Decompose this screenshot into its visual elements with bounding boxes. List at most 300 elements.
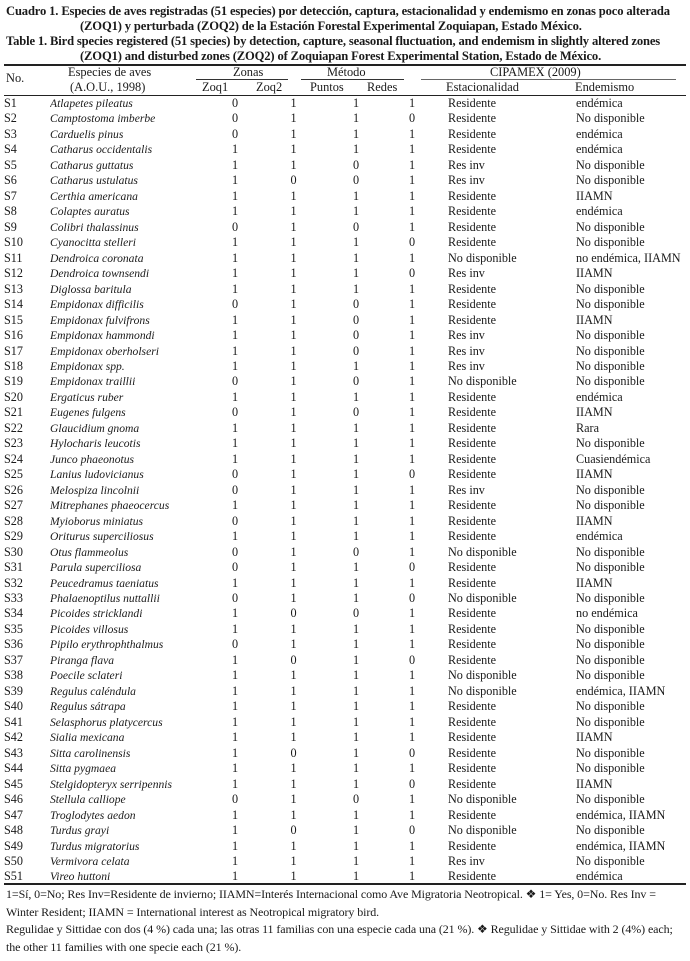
estacionalidad-value: Residente: [448, 111, 497, 126]
row-number: S45: [4, 776, 23, 791]
row-number: S40: [4, 699, 23, 714]
endemismo-value: no endémica, IIAMN: [576, 250, 681, 265]
row-number: S49: [4, 838, 23, 853]
table-row: [4, 653, 686, 668]
table-row: [4, 313, 686, 328]
table-row: [4, 220, 686, 235]
estacionalidad-value: Residente: [448, 714, 497, 729]
redes-value: 1: [408, 126, 416, 141]
endemismo-value: No disponible: [576, 328, 645, 343]
endemismo-value: No disponible: [576, 823, 645, 838]
zoq1-value: 0: [231, 792, 239, 807]
table-row: [4, 421, 686, 436]
row-number: S2: [4, 111, 17, 126]
endemismo-value: IIAMN: [576, 776, 613, 791]
species-name: Troglodytes aedon: [50, 808, 136, 822]
redes-value: 1: [408, 389, 416, 404]
spacer-cell: [437, 715, 448, 730]
endemismo-value: No disponible: [576, 699, 645, 714]
zoq1-value: 0: [231, 560, 239, 575]
zoq2-value: 1: [290, 250, 297, 265]
puntos-value: 1: [352, 235, 360, 250]
table-notes: [6, 886, 688, 956]
zoq1-value: 0: [231, 591, 239, 605]
puntos-value: 1: [352, 652, 360, 667]
row-number: S6: [4, 173, 17, 188]
endemismo-value: endémica, IIAMN: [576, 807, 666, 822]
table-row: [4, 111, 686, 126]
puntos-value: 1: [352, 96, 360, 110]
zoq1-value: 1: [231, 745, 239, 760]
redes-value: 1: [408, 157, 416, 172]
zoq1-value: 1: [231, 730, 239, 745]
row-number: S14: [4, 297, 23, 312]
estacionalidad-value: Res inv: [448, 482, 485, 497]
row-number: S27: [4, 498, 23, 513]
species-name: Oriturus superciliosus: [50, 530, 154, 544]
table-row: [4, 839, 686, 854]
table-row: [4, 746, 686, 761]
header-zoq2: Zoq2: [256, 80, 283, 94]
species-name: Dendroica townsendi: [50, 267, 150, 281]
endemismo-value: No disponible: [576, 358, 645, 373]
table-row: [4, 390, 686, 405]
redes-value: 1: [408, 869, 416, 884]
zoq2-value: 1: [290, 420, 297, 435]
spacer-cell: [437, 591, 448, 606]
puntos-value: 1: [352, 776, 360, 791]
zoq2-value: 1: [290, 96, 297, 110]
zoq1-value: 1: [231, 699, 239, 714]
redes-value: 1: [408, 436, 416, 451]
zoq1-value: 1: [231, 869, 239, 884]
puntos-value: 0: [352, 219, 360, 234]
spacer-cell: [437, 127, 448, 142]
zoq1-value: 1: [231, 668, 239, 683]
spacer-cell: [437, 498, 448, 513]
note-families: Regulidae y Sittidae con dos (4 %) cada una; las otras 11 familias con una especie cada una (21 %). ❖ Regulidae y Sittidae with 2 (4%) each; the other 11 families with one specie each (21 %).: [6, 922, 673, 954]
species-name: Empidonax spp.: [50, 359, 125, 373]
endemismo-value: endémica: [576, 142, 623, 157]
caption-english-label: Table 1.: [6, 34, 48, 48]
species-name: Empidonax difficilis: [50, 298, 144, 312]
table-row: [4, 823, 686, 838]
puntos-value: 1: [352, 683, 360, 698]
endemismo-value: No disponible: [576, 297, 645, 312]
puntos-value: 1: [352, 560, 360, 575]
zoq1-value: 1: [231, 761, 239, 776]
estacionalidad-value: No disponible: [448, 668, 517, 683]
spacer-cell: [437, 142, 448, 157]
zoq2-value: 1: [290, 482, 297, 497]
redes-value: 1: [408, 513, 416, 528]
redes-value: 1: [408, 853, 416, 868]
row-number: S23: [4, 436, 23, 451]
endemismo-value: IIAMN: [576, 513, 613, 528]
estacionalidad-value: Residente: [448, 467, 497, 482]
puntos-value: 1: [352, 467, 360, 482]
spacer-cell: [437, 854, 448, 869]
redes-value: 0: [408, 467, 416, 482]
estacionalidad-value: Res inv: [448, 343, 485, 358]
zoq2-value: 1: [290, 838, 297, 853]
endemismo-value: No disponible: [576, 111, 645, 126]
puntos-value: 1: [352, 204, 360, 219]
header-species: Especies de aves: [68, 65, 152, 79]
spacer-cell: [437, 328, 448, 343]
puntos-value: 1: [352, 668, 360, 683]
zoq2-value: 1: [290, 560, 297, 575]
estacionalidad-value: Residente: [448, 96, 497, 110]
redes-value: 0: [408, 745, 416, 760]
species-name: Mitrephanes phaeocercus: [50, 499, 170, 513]
zoq2-value: 1: [290, 714, 297, 729]
zoq2-value: 1: [290, 281, 297, 296]
zoq1-value: 1: [231, 621, 239, 636]
row-number: S29: [4, 529, 23, 544]
zoq2-value: 1: [290, 297, 297, 312]
species-name: Peucedramus taeniatus: [50, 576, 159, 590]
zoq2-value: 1: [290, 451, 297, 466]
spacer-cell: [437, 606, 448, 621]
spacer-cell: [437, 792, 448, 807]
row-number: S48: [4, 823, 23, 838]
puntos-value: 1: [352, 637, 360, 652]
spacer-cell: [437, 235, 448, 250]
header-metodo: Método: [327, 65, 366, 79]
zoq2-value: 1: [290, 498, 297, 513]
estacionalidad-value: Residente: [448, 621, 497, 636]
species-name: Colaptes auratus: [50, 205, 130, 219]
puntos-value: 1: [352, 621, 360, 636]
puntos-value: 1: [352, 111, 360, 126]
zoq1-value: 1: [231, 529, 239, 544]
species-name: Turdus grayi: [50, 824, 110, 838]
row-number: S50: [4, 853, 23, 868]
species-name: Empidonax oberholseri: [50, 344, 159, 358]
endemismo-value: endémica: [576, 96, 623, 110]
table-row: [4, 173, 686, 188]
table-row: [4, 684, 686, 699]
estacionalidad-value: Residente: [448, 730, 497, 745]
spacer-cell: [437, 282, 448, 297]
zoq1-value: 1: [231, 776, 239, 791]
table-row: [4, 699, 686, 714]
species-name: Empidonax hammondi: [50, 329, 155, 343]
zoq1-value: 0: [231, 219, 239, 234]
row-number: S7: [4, 188, 17, 203]
puntos-value: 1: [352, 420, 360, 435]
zoq1-value: 1: [231, 157, 239, 172]
endemismo-value: Rara: [576, 420, 600, 435]
puntos-value: 1: [352, 389, 360, 404]
header-no: No.: [6, 71, 25, 85]
row-number: S44: [4, 761, 23, 776]
redes-value: 1: [408, 683, 416, 698]
estacionalidad-value: Res inv: [448, 266, 485, 281]
spacer-cell: [437, 777, 448, 792]
species-name: Certhia americana: [50, 189, 138, 203]
puntos-value: 0: [352, 173, 360, 188]
row-number: S24: [4, 451, 23, 466]
zoq2-value: 1: [290, 853, 297, 868]
endemismo-value: endémica: [576, 529, 623, 544]
row-number: S26: [4, 482, 23, 497]
redes-value: 1: [408, 204, 416, 219]
table-row: [4, 405, 686, 420]
endemismo-value: No disponible: [576, 498, 645, 513]
row-number: S38: [4, 668, 23, 683]
spacer-cell: [437, 266, 448, 281]
puntos-value: 1: [352, 761, 360, 776]
row-number: S34: [4, 606, 23, 621]
spacer-cell: [437, 483, 448, 498]
puntos-value: 0: [352, 792, 360, 807]
spacer-cell: [437, 576, 448, 591]
zoq1-value: 0: [231, 544, 239, 559]
estacionalidad-value: Residente: [448, 281, 497, 296]
zoq1-value: 1: [231, 188, 239, 203]
spacer-cell: [437, 220, 448, 235]
puntos-value: 1: [352, 529, 360, 544]
zoq2-value: 1: [290, 312, 297, 327]
zoq2-value: 0: [290, 823, 297, 838]
spacer-cell: [437, 405, 448, 420]
endemismo-value: IIAMN: [576, 730, 613, 745]
row-number: S47: [4, 807, 23, 822]
zoq2-value: 1: [290, 513, 297, 528]
redes-value: 0: [408, 823, 416, 838]
redes-value: 1: [408, 188, 416, 203]
zoq2-value: 1: [290, 188, 297, 203]
species-name: Regulus caléndula: [50, 684, 136, 698]
header-estacionalidad: Estacionalidad: [446, 80, 519, 94]
endemismo-value: No disponible: [576, 436, 645, 451]
header-redes: Redes: [367, 80, 398, 94]
estacionalidad-value: No disponible: [448, 823, 517, 838]
table-row: [4, 576, 686, 591]
puntos-value: 1: [352, 498, 360, 513]
zoq2-value: 1: [290, 575, 297, 590]
redes-value: 1: [408, 297, 416, 312]
species-name: Sialia mexicana: [50, 731, 125, 745]
puntos-value: 1: [352, 575, 360, 590]
row-number: S15: [4, 312, 23, 327]
redes-value: 1: [408, 405, 416, 420]
puntos-value: 0: [352, 157, 360, 172]
zoq1-value: 1: [231, 575, 239, 590]
table-row: [4, 498, 686, 513]
row-number: S46: [4, 792, 23, 807]
endemismo-value: No disponible: [576, 219, 645, 234]
puntos-value: 1: [352, 281, 360, 296]
table-row: [4, 606, 686, 621]
zoq1-value: 1: [231, 838, 239, 853]
spacer-cell: [437, 545, 448, 560]
endemismo-value: No disponible: [576, 482, 645, 497]
zoq2-value: 1: [290, 204, 297, 219]
table-row: [4, 127, 686, 142]
estacionalidad-value: Residente: [448, 436, 497, 451]
zoq2-value: 1: [290, 807, 297, 822]
zoq2-value: 1: [290, 157, 297, 172]
table-row: [4, 204, 686, 219]
species-name: Empidonax traillii: [50, 375, 136, 389]
species-name: Carduelis pinus: [50, 127, 124, 141]
estacionalidad-value: Residente: [448, 529, 497, 544]
species-name: Parula superciliosa: [50, 561, 142, 575]
zoq1-value: 0: [231, 96, 239, 110]
estacionalidad-value: Residente: [448, 204, 497, 219]
spacer-cell: [437, 730, 448, 745]
table-row: [4, 514, 686, 529]
endemismo-value: IIAMN: [576, 312, 613, 327]
spacer-cell: [437, 204, 448, 219]
estacionalidad-value: No disponible: [448, 683, 517, 698]
zoq1-value: 1: [231, 173, 239, 188]
table-row: [4, 730, 686, 745]
endemismo-value: IIAMN: [576, 467, 613, 482]
endemismo-value: No disponible: [576, 714, 645, 729]
row-number: S21: [4, 405, 23, 420]
estacionalidad-value: Residente: [448, 142, 497, 157]
spacer-cell: [437, 96, 448, 111]
spacer-cell: [437, 111, 448, 126]
puntos-value: 0: [352, 374, 360, 389]
table-row: [4, 344, 686, 359]
spacer-cell: [437, 761, 448, 776]
zoq1-value: 0: [231, 374, 239, 389]
species-name: Poecile sclateri: [50, 669, 123, 683]
endemismo-value: No disponible: [576, 668, 645, 683]
zoq1-value: 1: [231, 823, 239, 838]
puntos-value: 0: [352, 343, 360, 358]
table-row: [4, 792, 686, 807]
spacer-cell: [437, 158, 448, 173]
row-number: S51: [4, 869, 23, 884]
table-row: [4, 591, 686, 606]
table-row: [4, 854, 686, 869]
puntos-value: 0: [352, 312, 360, 327]
table-row: [4, 158, 686, 173]
header-species-authority: (A.O.U., 1998): [70, 80, 146, 94]
table-row: [4, 545, 686, 560]
puntos-value: 1: [352, 188, 360, 203]
zoq1-value: 1: [231, 498, 239, 513]
species-name: Atlapetes pileatus: [50, 97, 133, 110]
row-number: S31: [4, 560, 23, 575]
species-name: Diglossa baritula: [50, 282, 132, 296]
spacer-cell: [437, 390, 448, 405]
species-name: Myioborus miniatus: [50, 514, 144, 528]
estacionalidad-value: Residente: [448, 126, 497, 141]
row-number: S20: [4, 389, 23, 404]
caption-spanish-line1: Especies de aves registradas (51 especies) por detección, captura, estacionalidad y endemismo en zonas poco alterada: [61, 4, 670, 18]
table-row: [4, 637, 686, 652]
zoq1-value: 1: [231, 436, 239, 451]
zoq2-value: 1: [290, 111, 297, 126]
caption-spanish-line2: (ZOQ1) y perturbada (ZOQ2) de la Estación Forestal Experimental Zoquiapan, Estado México.: [80, 19, 582, 33]
redes-value: 1: [408, 250, 416, 265]
zoq2-value: 1: [290, 235, 297, 250]
table-row: [4, 622, 686, 637]
table-row: [4, 235, 686, 250]
zoq2-value: 1: [290, 683, 297, 698]
endemismo-value: endémica: [576, 869, 623, 884]
zoq2-value: 0: [290, 606, 297, 621]
table-row: [4, 777, 686, 792]
estacionalidad-value: Residente: [448, 188, 497, 203]
estacionalidad-value: Residente: [448, 420, 497, 435]
estacionalidad-value: Residente: [448, 869, 497, 884]
zoq2-value: 1: [290, 621, 297, 636]
endemismo-value: IIAMN: [576, 266, 613, 281]
redes-value: 1: [408, 374, 416, 389]
redes-value: 1: [408, 312, 416, 327]
redes-value: 1: [408, 173, 416, 188]
row-number: S19: [4, 374, 23, 389]
zoq2-value: 0: [290, 173, 297, 188]
table-row: [4, 560, 686, 575]
estacionalidad-value: Res inv: [448, 328, 485, 343]
zoq2-value: 1: [290, 529, 297, 544]
zoq2-value: 1: [290, 328, 297, 343]
puntos-value: 0: [352, 606, 360, 621]
row-number: S28: [4, 513, 23, 528]
zoq2-value: 1: [290, 699, 297, 714]
spacer-cell: [437, 622, 448, 637]
zoq1-value: 0: [231, 111, 239, 126]
zoq1-value: 1: [231, 606, 239, 621]
header-cipamex: CIPAMEX (2009): [490, 65, 581, 79]
row-number: S39: [4, 683, 23, 698]
estacionalidad-value: Res inv: [448, 358, 485, 373]
row-number: S12: [4, 266, 23, 281]
species-name: Colibri thalassinus: [50, 220, 139, 234]
zoq1-value: 0: [231, 482, 239, 497]
endemismo-value: No disponible: [576, 745, 645, 760]
zoq2-value: 1: [290, 219, 297, 234]
row-number: S22: [4, 420, 23, 435]
species-name: Sitta carolinensis: [50, 746, 131, 760]
endemismo-value: IIAMN: [576, 575, 613, 590]
endemismo-value: Cuasiendémica: [576, 451, 651, 466]
row-number: S10: [4, 235, 23, 250]
table-row: [4, 142, 686, 157]
species-name: Pipilo erythrophthalmus: [50, 638, 164, 652]
species-name: Picoides villosus: [50, 622, 129, 636]
spacer-cell: [437, 313, 448, 328]
species-name: Piranga flava: [50, 653, 115, 667]
redes-value: 1: [408, 96, 416, 110]
redes-value: 1: [408, 544, 416, 559]
puntos-value: 0: [352, 328, 360, 343]
redes-value: 0: [408, 266, 416, 281]
row-number: S18: [4, 358, 23, 373]
zoq1-value: 0: [231, 637, 239, 652]
endemismo-value: No disponible: [576, 544, 645, 559]
caption-spanish-label: Cuadro 1.: [6, 4, 59, 18]
note-legend: 1=Sí, 0=No; Res Inv=Residente de invierno; IIAMN=Interés Internacional como Ave Migratoria Neotropical. ❖ 1= Yes, 0=No. Res Inv = Winter Resident; IIAMN = International interest as Neotropical migratory bird.: [6, 887, 656, 919]
estacionalidad-value: No disponible: [448, 374, 517, 389]
puntos-value: 1: [352, 823, 360, 838]
redes-value: 1: [408, 281, 416, 296]
endemismo-value: endémica: [576, 389, 623, 404]
header-endemismo: Endemismo: [575, 80, 635, 94]
header-puntos: Puntos: [310, 80, 344, 94]
spacer-cell: [437, 251, 448, 266]
species-name: Junco phaeonotus: [50, 452, 135, 466]
